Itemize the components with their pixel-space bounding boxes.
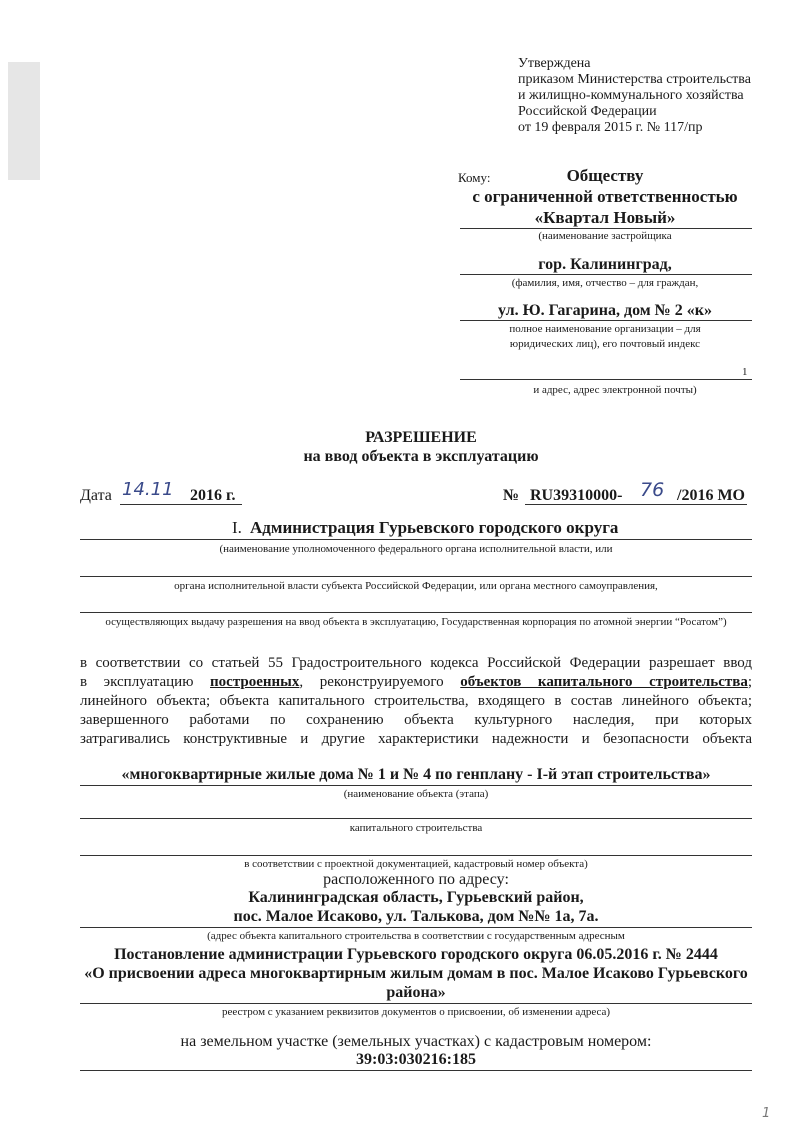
object-address-1: Калининградская область, Гурьевский район, xyxy=(248,889,584,906)
recipient-hint-1: (наименование застройщика xyxy=(538,230,672,242)
body-built: построенных xyxy=(210,674,300,690)
object-hint-1: (наименование объекта (этапа) xyxy=(343,788,489,800)
object-hint-3: в соответствии с проектной документацией, кадастровый номер объекта) xyxy=(244,858,588,870)
approval-block xyxy=(518,56,751,136)
authority-underline-2 xyxy=(80,576,752,577)
decree-line-3: района» xyxy=(386,984,446,1001)
decree-line-1: Постановление администрации Гурьевского городского округа 06.05.2016 г. № 2444 xyxy=(114,946,718,963)
decree-underline xyxy=(80,1003,752,1004)
document-subtitle: на ввод объекта в эксплуатацию xyxy=(303,448,539,465)
body-line-2 xyxy=(80,673,752,692)
decree-line-2: «О присвоении адреса многоквартирным жилым домам в пос. Малое Исаково Гурьевского xyxy=(84,965,748,982)
recipient-street: ул. Ю. Гагарина, дом № 2 «к» xyxy=(498,302,712,319)
recipient-street-underline xyxy=(460,320,752,321)
section-roman: I. xyxy=(232,518,242,537)
body-paragraph xyxy=(80,654,752,749)
land-text: на земельном участке (земельных участках) с кадастровым номером: xyxy=(180,1033,652,1050)
body-line-1: в соответствии со статьей 55 Градостроительного кодекса Российской Федерации разрешает ввод xyxy=(80,655,752,671)
body-capital-objects: объектов капитального строительства xyxy=(460,674,748,690)
recipient-name-underline xyxy=(460,228,752,229)
approval-line-2: приказом Министерства строительства xyxy=(518,72,751,87)
land-cadastral-number: 39:03:030216:185 xyxy=(356,1051,476,1068)
land-underline xyxy=(80,1070,752,1071)
approval-line-5: от 19 февраля 2015 г. № 117/пр xyxy=(518,120,703,135)
recipient-label: Кому: xyxy=(458,170,491,185)
number-underline xyxy=(525,504,747,505)
body-line-4: завершенного работами по сохранению объекта культурного наследия, при которых xyxy=(80,712,752,728)
recipient-hint-4: и адрес, адрес электронной почты) xyxy=(533,384,697,396)
recipient-city: гор. Калининград, xyxy=(538,256,672,273)
authority-hint-2: органа исполнительной власти субъекта Российской Федерации, или органа местного самоуправления, xyxy=(174,580,658,592)
body-line-2e: ; xyxy=(747,674,752,690)
authority-underline xyxy=(80,539,752,540)
approval-line-4: Российской Федерации xyxy=(518,104,657,119)
date-label: Дата xyxy=(80,487,112,504)
object-hint-5: реестром с указанием реквизитов документов о присвоении, об изменении адреса) xyxy=(221,1006,611,1018)
corner-page-mark: 1 xyxy=(762,1106,771,1121)
object-hint-4: (адрес объекта капитального строительства в соответствии с государственным адресным xyxy=(207,930,625,942)
date-underline xyxy=(120,504,242,505)
number-label: № xyxy=(503,487,520,504)
object-located: расположенного по адресу: xyxy=(323,871,509,888)
recipient-hint-2: (фамилия, имя, отчество – для граждан, xyxy=(511,277,699,289)
authority-name: Администрация Гурьевского городского округа xyxy=(250,518,619,537)
recipient-city-underline xyxy=(460,274,752,275)
approval-line-3: и жилищно-коммунального хозяйства xyxy=(518,88,744,103)
authority-hint-1: (наименование уполномоченного федерального органа исполнительной власти, или xyxy=(219,543,613,555)
object-name: «многоквартирные жилые дома № 1 и № 4 по генплану - I-й этап строительства» xyxy=(121,766,711,783)
body-line-2a: в эксплуатацию xyxy=(80,674,194,690)
recipient-name-2: с ограниченной ответственностью xyxy=(472,187,738,206)
number-handwritten: 76 xyxy=(640,479,665,501)
authority-underline-3 xyxy=(80,612,752,613)
document-title: РАЗРЕШЕНИЕ xyxy=(365,429,477,446)
object-address-underline xyxy=(80,927,752,928)
date-year: 2016 г. xyxy=(190,487,236,504)
recipient-hint-3a: полное наименование организации – для xyxy=(509,323,701,335)
scan-margin-mark xyxy=(8,62,40,180)
recipient-mark: 1 xyxy=(742,366,748,378)
body-line-2c: , реконструируемого xyxy=(299,674,444,690)
object-underline xyxy=(80,785,752,786)
body-line-5: затрагивались конструктивные и другие характеристики надежности и безопасности объекта xyxy=(80,731,752,747)
number-prefix: RU39310000- xyxy=(530,487,623,504)
recipient-name-1: Обществу xyxy=(566,166,644,185)
approval-line-1: Утверждена xyxy=(518,56,591,71)
authority-hint-3: осуществляющих выдачу разрешения на ввод объекта в эксплуатацию, Государственная корпорация по атомной энергии “Росатом”) xyxy=(105,616,727,628)
recipient-address-underline xyxy=(460,379,752,380)
body-line-3: линейного объекта; объекта капитального строительства, входящего в состав линейного объекта; xyxy=(80,693,752,709)
date-handwritten: 14.11 xyxy=(122,479,174,500)
recipient-hint-3b: юридических лиц), его почтовый индекс xyxy=(509,338,701,350)
recipient-name-3: «Квартал Новый» xyxy=(534,208,676,227)
object-address-2: пос. Малое Исаково, ул. Талькова, дом №№ 1а, 7а. xyxy=(233,908,599,925)
number-suffix: /2016 МО xyxy=(677,487,745,504)
object-hint-2: капитального строительства xyxy=(349,822,483,834)
object-underline-2 xyxy=(80,818,752,819)
object-underline-3 xyxy=(80,855,752,856)
